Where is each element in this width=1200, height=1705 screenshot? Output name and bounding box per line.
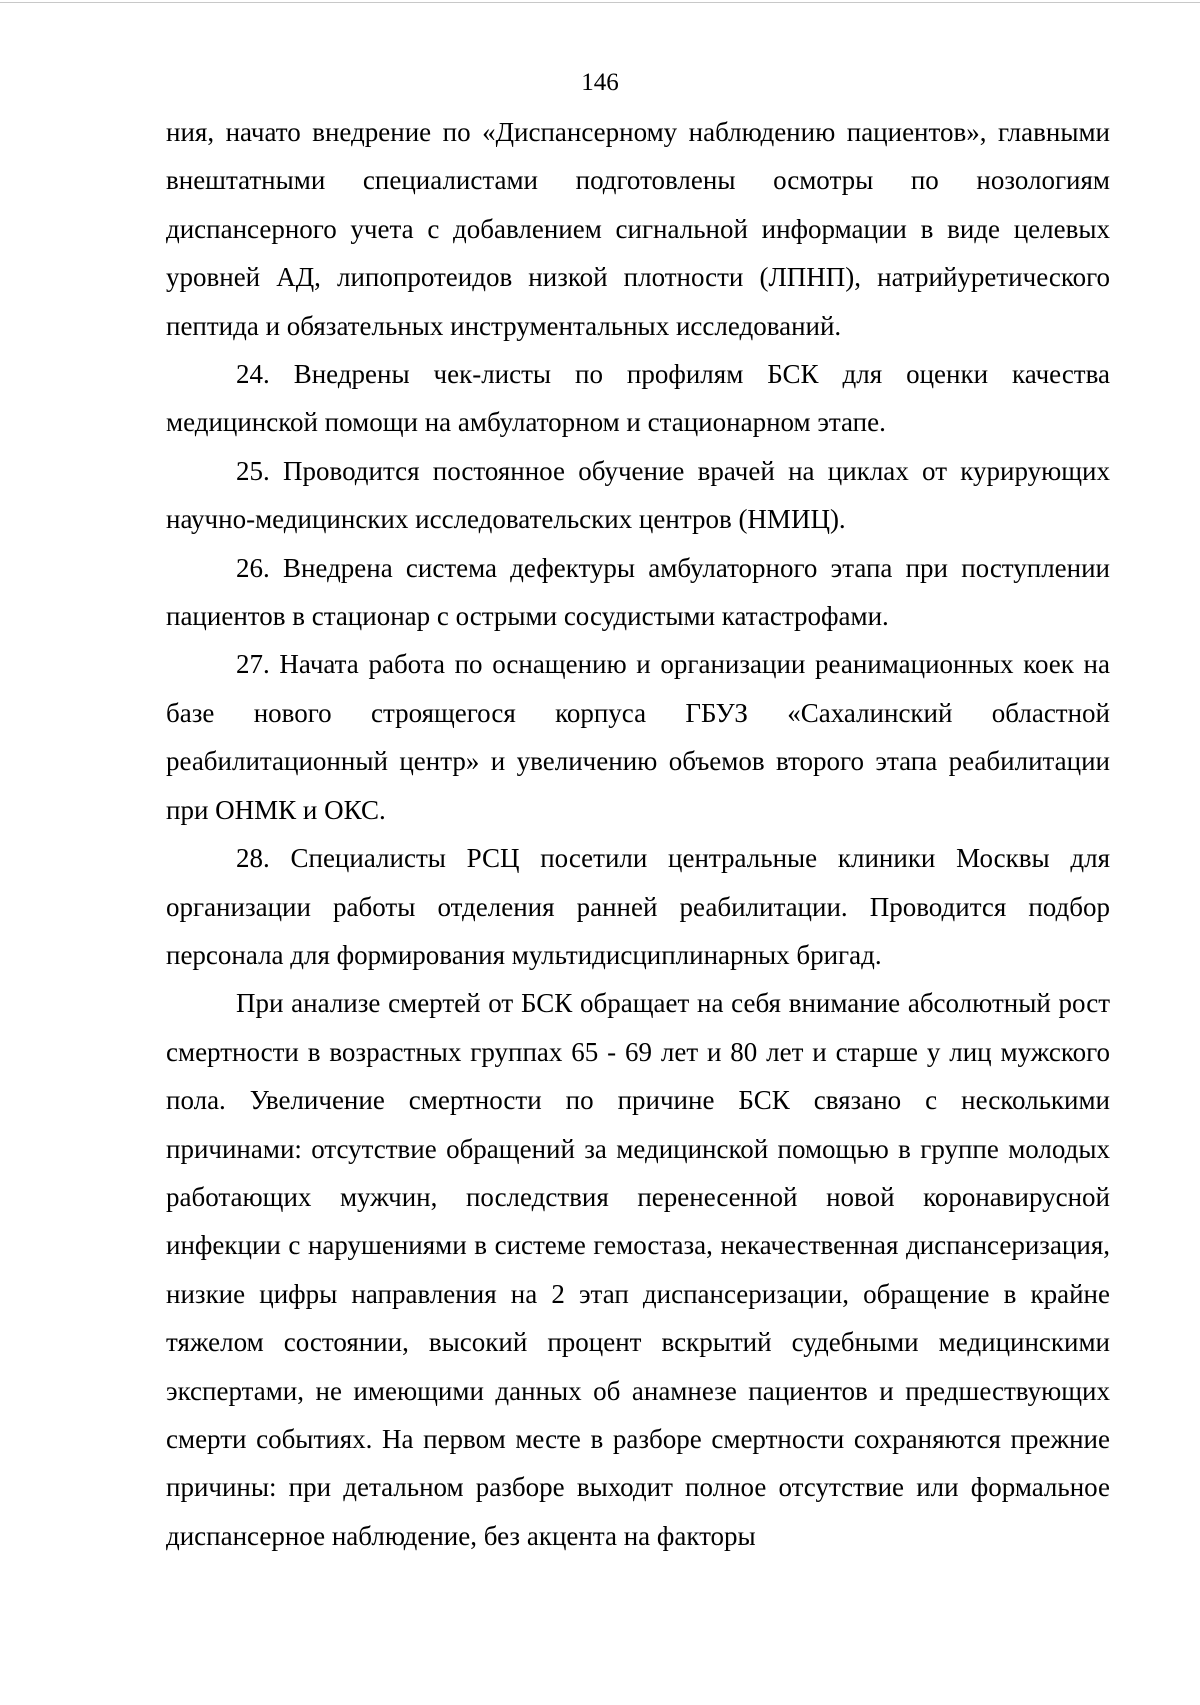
- paragraph-item-25: 25. Проводится постоянное обучение врачей на циклах от курирующих научно-медицинских исследовательских центров (НМИЦ).: [166, 455, 1110, 535]
- paragraph-item-27: 27. Начата работа по оснащению и организации реанимационных коек на базе нового строящегося корпуса ГБУЗ «Сахалинский областной реабилитационный центр» и увеличению объемов второго этапа реабилитации при ОНМК и ОКС.: [166, 649, 1110, 825]
- paragraph-item-26: 26. Внедрена система дефектуры амбулаторного этапа при поступлении пациентов в стационар с острыми сосудистыми катастрофами.: [166, 552, 1110, 632]
- paragraph-item-28: 28. Специалисты РСЦ посетили центральные клиники Москвы для организации работы отделения ранней реабилитации. Проводится подбор персонала для формирования мультидисциплинарных бригад.: [166, 843, 1110, 970]
- body-text: [166, 108, 1110, 1560]
- scan-top-edge: [0, 2, 1200, 3]
- paragraph-item-24: 24. Внедрены чек-листы по профилям БСК для оценки качества медицинской помощи на амбулаторном и стационарном этапе.: [166, 359, 1110, 438]
- paragraph-continuation: ния, начато внедрение по «Диспансерному наблюдению пациентов», главными внештатными специалистами подготовлены осмотры по нозологиям диспансерного учета с добавлением сигнальной информации в виде целевых уровней АД, липопротеидов низкой плотности (ЛПНП), натрийуретического пептида и обязательных инструментальных исследований.: [166, 117, 1110, 341]
- page-number: 146: [581, 69, 619, 96]
- paragraph-mortality-analysis: При анализе смертей от БСК обращает на себя внимание абсолютный рост смертности в возрастных группах 65 - 69 лет и 80 лет и старше у лиц мужского пола. Увеличение смертности по причине БСК связано с несколькими причинами: отсутствие обращений за медицинской помощью в группе молодых работающих мужчин, последствия перенесенной новой коронавирусной инфекции с нарушениями в системе гемостаза, некачественная диспансеризация, низкие цифры направления на 2 этап диспансеризации, обращение в крайне тяжелом состоянии, высокий процент вскрытий судебными медицинскими экспертами, не имеющими данных об анамнезе пациентов и предшествующих смерти событиях. На первом месте в разборе смертности сохраняются прежние причины: при детальном разборе выходит полное отсутствие или формальное диспансерное наблюдение, без акцента на факторы: [166, 988, 1110, 1551]
